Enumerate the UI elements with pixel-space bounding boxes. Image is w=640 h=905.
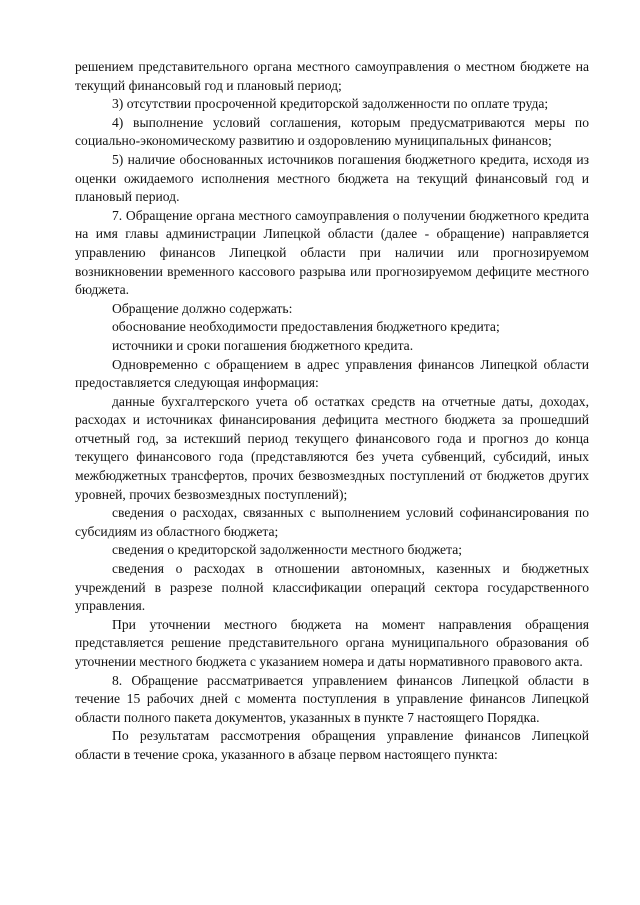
- paragraph-section-7: 7. Обращение органа местного самоуправления о получении бюджетного кредита на имя главы администрации Липецкой области (далее - обращение) направляется управлению финансов Липецкой области при наличии или прогнозируемом возникновении временного кассового разрыва или прогнозируемом дефиците местного бюджета.: [75, 207, 589, 298]
- paragraph-item-4: 4) выполнение условий соглашения, которым предусматриваются меры по социально-экономическому развитию и оздоровлению муниципальных финансов;: [75, 114, 589, 149]
- paragraph-institutions: сведения о расходах в отношении автономных, казенных и бюджетных учреждений в разрезе полной классификации операций сектора государственного управления.: [75, 561, 589, 614]
- paragraph-item-3: 3) отсутствии просроченной кредиторской задолженности по оплате труда;: [112, 96, 549, 112]
- paragraph-payables: сведения о кредиторской задолженности местного бюджета;: [112, 542, 463, 558]
- paragraph-budget-decision: решением представительного органа местного самоуправления о местном бюджете на текущий финансовый год и плановый период;: [75, 59, 589, 93]
- paragraph-justification: обоснование необходимости предоставления бюджетного кредита;: [112, 319, 500, 335]
- paragraph-cofinancing: сведения о расходах, связанных с выполнением условий софинансирования по субсидиям из областного бюджета;: [75, 505, 589, 539]
- paragraph-repayment-sources: источники и сроки погашения бюджетного кредита.: [112, 337, 414, 353]
- paragraph-request-contents: Обращение должно содержать:: [112, 300, 293, 316]
- paragraph-budget-update: При уточнении местного бюджета на момент направления обращения представляется решение представительного органа муниципального образования об уточнении местного бюджета с указанием номера и даты нормативного правового акта.: [75, 616, 589, 669]
- paragraph-results: По результатам рассмотрения обращения управление финансов Липецкой области в течение срока, указанного в абзаце первом настоящего пункта:: [75, 728, 589, 762]
- document-page: [75, 58, 589, 765]
- paragraph-item-5: 5) наличие обоснованных источников погашения бюджетного кредита, исходя из оценки ожидаемого исполнения местного бюджета на текущий финансовый год и плановый период.: [75, 151, 589, 205]
- paragraph-accounting-data: данные бухгалтерского учета об остатках средств на отчетные даты, доходах, расходах и источниках финансирования дефицита местного бюджета за прошедший отчетный год, за истекший период текущего финансового года и прогноз до конца текущего финансового года (представляются без учета субвенций, субсидий, иных межбюджетных трансфертов, прочих безвозмездных поступлений от бюджетов других уровней, прочих безвозмездных поступлений);: [75, 393, 589, 502]
- paragraph-section-8: 8. Обращение рассматривается управлением финансов Липецкой области в течение 15 рабочих дней с момента поступления в управление финансов Липецкой области полного пакета документов, указанных в пункте 7 настоящего Порядка.: [75, 672, 589, 725]
- paragraph-additional-info: Одновременно с обращением в адрес управления финансов Липецкой области предоставляется следующая информация:: [75, 356, 589, 391]
